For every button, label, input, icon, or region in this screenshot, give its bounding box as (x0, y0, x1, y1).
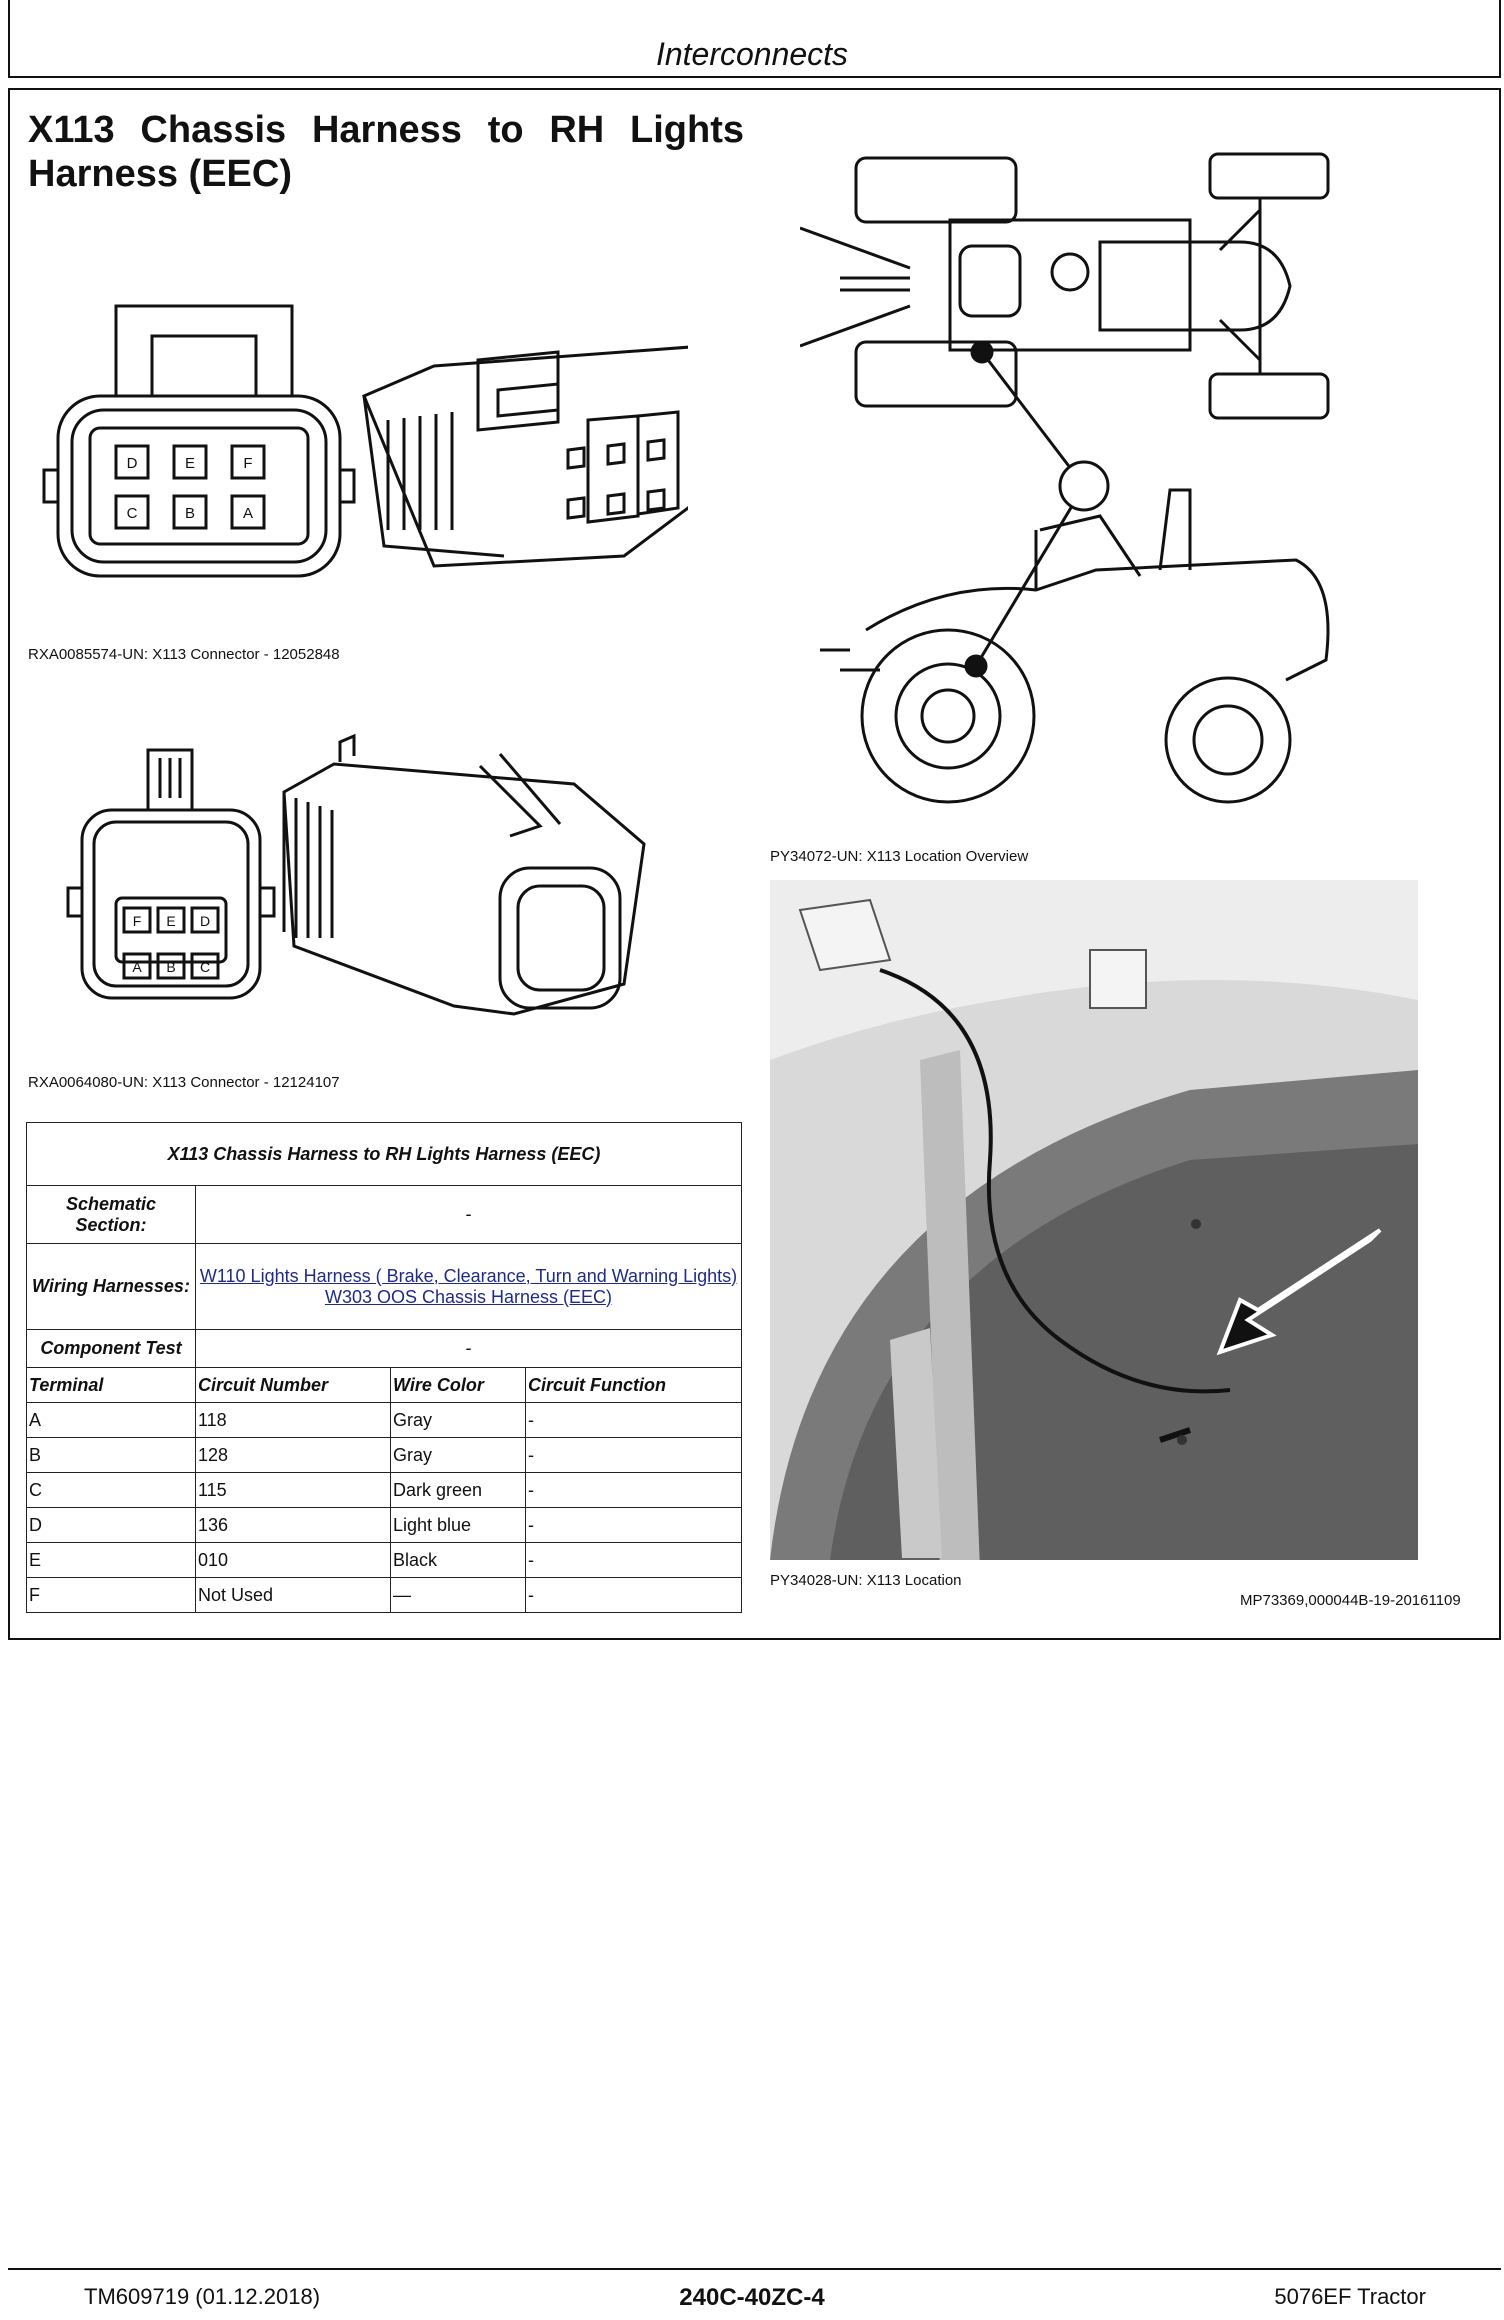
pin-label: C (126, 505, 138, 522)
tractor-overview-drawing (800, 150, 1360, 810)
table-row (27, 1473, 742, 1508)
table-row (27, 1508, 742, 1543)
column-header: Circuit Function (526, 1368, 742, 1403)
harness-links (196, 1244, 742, 1330)
table-row (27, 1403, 742, 1438)
harness-label: Wiring Harnesses: (27, 1244, 196, 1330)
circuit-number-cell: 010 (196, 1543, 391, 1578)
document-id: MP73369,000044B-19-20161109 (1240, 1592, 1461, 1609)
table-row (27, 1438, 742, 1473)
pin-label: A (132, 959, 142, 975)
wire-color-cell: Light blue (391, 1508, 526, 1543)
section-title: Interconnects (655, 36, 849, 72)
overview-caption: PY34072-UN: X113 Location Overview (770, 848, 1029, 865)
pin-label: D (126, 455, 138, 472)
circuit-number-cell: 128 (196, 1438, 391, 1473)
circuit-function-cell: - (526, 1508, 742, 1543)
column-header: Circuit Number (196, 1368, 391, 1403)
terminal-cell: F (27, 1578, 196, 1613)
connector-2-drawing (60, 718, 680, 1028)
wire-color-cell: Gray (391, 1438, 526, 1473)
circuit-number-cell: Not Used (196, 1578, 391, 1613)
pin-label: F (132, 913, 142, 929)
pin-label: B (184, 505, 196, 522)
location-photo (770, 880, 1418, 1560)
table-row (27, 1578, 742, 1613)
pin-label: B (166, 959, 176, 975)
page-title: X113 Chassis Harness to RH Lights Harness (EEC) (28, 109, 744, 195)
table-row (27, 1543, 742, 1578)
connector-2-caption: RXA0064080-UN: X113 Connector - 12124107 (28, 1074, 340, 1091)
pin-label: A (242, 505, 254, 522)
table-heading: X113 Chassis Harness to RH Lights Harness (EEC) (27, 1123, 742, 1186)
circuit-function-cell: - (526, 1578, 742, 1613)
circuit-number-cell: 118 (196, 1403, 391, 1438)
pin-label: D (199, 913, 211, 929)
column-header: Terminal (27, 1368, 196, 1403)
wire-color-cell: — (391, 1578, 526, 1613)
pin-label: E (184, 455, 196, 472)
terminal-cell: B (27, 1438, 196, 1473)
harness-link-w110[interactable]: W110 Lights Harness ( Brake, Clearance, Turn and Warning Lights) (199, 1265, 738, 1286)
connector-1-drawing (28, 300, 688, 590)
terminal-cell: A (27, 1403, 196, 1438)
wire-color-cell: Dark green (391, 1473, 526, 1508)
terminal-cell: E (27, 1543, 196, 1578)
footer-page-number: 240C-40ZC-4 (679, 2284, 825, 2311)
pin-label: C (199, 959, 211, 975)
wire-color-cell: Black (391, 1543, 526, 1578)
circuit-function-cell: - (526, 1438, 742, 1473)
terminal-cell: C (27, 1473, 196, 1508)
schematic-value: - (196, 1186, 742, 1244)
schematic-label: Schematic Section: (27, 1186, 196, 1244)
table-header-row (27, 1368, 742, 1403)
wire-color-cell: Gray (391, 1403, 526, 1438)
footer-manual-id: TM609719 (01.12.2018) (84, 2284, 321, 2309)
footer-divider (8, 2268, 1501, 2270)
location-caption: PY34028-UN: X113 Location (770, 1572, 962, 1589)
component-value: - (196, 1330, 742, 1368)
circuit-function-cell: - (526, 1473, 742, 1508)
pin-label: F (243, 455, 253, 472)
terminal-cell: D (27, 1508, 196, 1543)
pin-label: E (166, 913, 176, 929)
footer-model: 5076EF Tractor (1274, 2284, 1426, 2309)
connector-1-caption: RXA0085574-UN: X113 Connector - 12052848 (28, 646, 340, 663)
connector-spec-table (26, 1122, 742, 1613)
circuit-function-cell: - (526, 1403, 742, 1438)
harness-link-w303[interactable]: W303 OOS Chassis Harness (EEC) (324, 1286, 613, 1307)
column-header: Wire Color (391, 1368, 526, 1403)
circuit-function-cell: - (526, 1543, 742, 1578)
component-label: Component Test (27, 1330, 196, 1368)
circuit-number-cell: 136 (196, 1508, 391, 1543)
circuit-number-cell: 115 (196, 1473, 391, 1508)
